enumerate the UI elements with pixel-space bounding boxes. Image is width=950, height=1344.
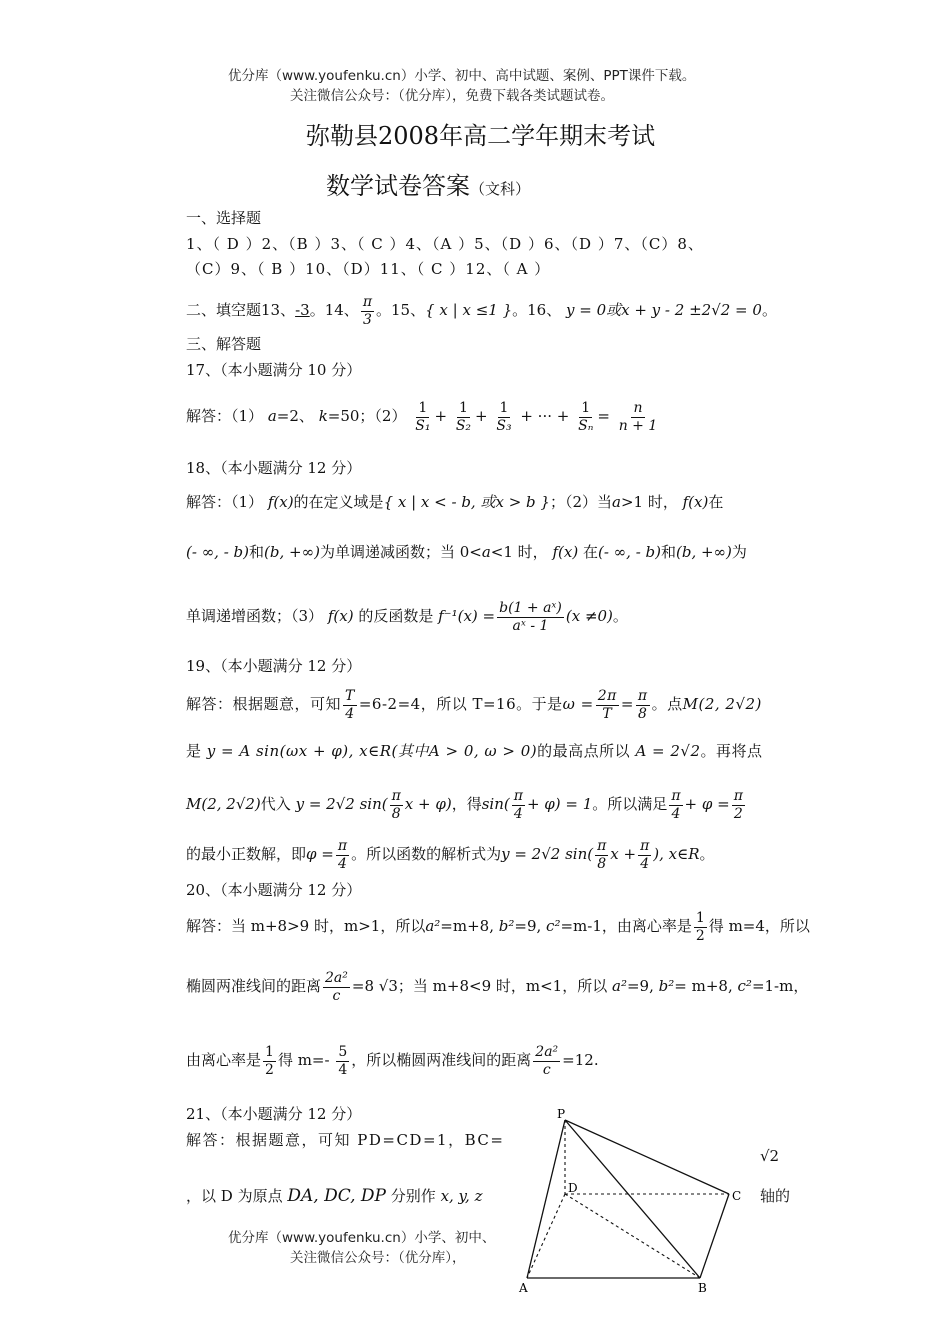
q19-line4: 的最小正数解，即φ = $\frac{\pi}{4}$ 。所以函数的解析式为y = 2√2 sin( $\frac{\pi}{8}$ x + $\frac{\pi}{4}$ ), x∈R。 [186,837,715,872]
answer-13: -3 [295,301,310,319]
q20-line1: 解答：当 m+8>9 时，m>1，所以a²=m+8, b²=9, c²=m-1，由离心率是 $\frac{1}{2}$ 得 m=4，所以 [186,909,810,944]
s2-prefix: 二、填空题13、 [186,301,296,319]
header-line-1: 优分库（www.youfenku.cn）小学、初中、高中试题、案例、PPT课件下载。 [228,68,696,84]
edge-DA [527,1194,565,1278]
q21-line2-end: 轴的 [760,1187,791,1205]
s2-end: 。 [761,301,777,319]
q21-line1: 解答：根据题意，可知 PD=CD=1，BC= [186,1131,505,1149]
section1-row2: （C）9、（ B ）10、（D）11、（ C ）12、（ A ） [186,260,551,278]
s2-sep15: 。15、 [376,301,426,319]
footer-line-2: 关注微信公众号：（优分库）， [290,1250,466,1266]
edge-DB [565,1194,700,1278]
page-subtitle [326,166,530,201]
answer-16: y = 0或x + y - 2 ±2√2 = 0 [566,301,762,319]
q17-answer: 解答：（1） a=2、 k=50；（2） $\frac{1}{\text{S₁}}$ + $\frac{1}{\text{S₂}}$ + $\frac{1}{\text{S₃}}$ + ··· + $\frac{1}{\text{Sₙ}}$ = $\frac{n}{n + 1}$ [186,399,658,434]
q20-line3: 由离心率是 $\frac{1}{2}$ 得 m=- $\frac{5}{4}$ ，所以椭圆两准线间的距离 $\frac{\text{2a²}}{c}$ =12. [186,1043,599,1078]
q19-line3: M(2, 2√2)代入 y = 2√2 sin( $\frac{\pi}{8}$ x + φ)，得sin( $\frac{\pi}{4}$ + φ) = 1。所以满足 $\frac{\pi}{4}$ + φ = $\frac{\pi}{2}$ [186,787,743,822]
subtitle-text: 数学试卷答案 [326,172,470,200]
pyramid-figure [515,1108,755,1302]
s2-sep16: 。16、 [512,301,562,319]
answer-15: { x | x ≤1 } [425,301,513,319]
footer-line-1: 优分库（www.youfenku.cn）小学、初中、 [228,1230,496,1246]
label-P: P [557,1108,566,1121]
q19-line2: 是 y = A sin(ωx + φ), x∈R(其中A > 0, ω > 0)的最高点所以 A = 2√2。再将点 [186,742,763,760]
label-C: C [732,1189,742,1203]
q20-title: 20、（本小题满分 12 分） [186,881,362,899]
edge-PC [565,1120,729,1194]
q20-line2: 椭圆两准线间的距离 $\frac{\text{2a²}}{c}$ =8 √3；当 m+8<9 时，m<1，所以 a²=9, b²= m+8, c²=1-m， [186,969,809,1004]
edge-PB [565,1120,700,1278]
q18-title: 18、（本小题满分 12 分） [186,459,362,477]
subtitle-note: （文科） [470,180,531,198]
q18-line1: 解答：（1） f(x)的在定义域是{ x | x < - b, 或x > b }；（2）当a>1 时， f(x)在 [186,493,724,511]
q18-line2: (- ∞, - b)和(b, +∞)为单调递减函数；当 0<a<1 时， f(x) 在(- ∞, - b)和(b, +∞)为 [186,543,747,561]
section1-heading: 一、选择题 [186,209,262,227]
q17-title: 17、（本小题满分 10 分） [186,361,362,379]
section2-line [186,290,777,330]
label-D: D [568,1181,578,1195]
q21-sqrt2: √2 [760,1147,780,1165]
q21-title: 21、（本小题满分 12 分） [186,1105,362,1123]
label-A: A [519,1281,528,1295]
edge-BC [700,1194,729,1278]
section1-row1: 1、（ D ）2、（B ）3、（ C ）4、（A ）5、（D ）6、（D ）7、（C）8、 [186,235,704,253]
answer-14: $\frac{\pi}{3}$ [362,293,373,328]
s2-sep14: 。14、 [309,301,359,319]
q19-title: 19、（本小题满分 12 分） [186,657,362,675]
header-line-2: 关注微信公众号：（优分库），免费下载各类试题试卷。 [290,88,614,104]
q21-line2: ，以 D 为原点 DA, DC, DP 分别作 x, y, z [186,1186,483,1206]
section3-heading: 三、解答题 [186,335,262,353]
label-B: B [698,1281,707,1295]
pyramid-diagram [515,1108,755,1298]
q18-line3: 单调递增函数；（3） f(x) 的反函数是 f⁻¹(x) = $\frac{\text{b(1 + aˣ)}}{\text{aˣ - 1}}$ (x ≠0)。 [186,599,628,634]
edge-PA [527,1120,565,1278]
page-title: 弥勒县2008年高二学年期末考试 [306,122,656,150]
q19-line1: 解答：根据题意，可知 $\frac{T}{4}$ =6-2=4，所以 T=16。于是ω = $\frac{2\pi}{T}$ = $\frac{\pi}{8}$ 。点M(2, 2√2) [186,687,762,722]
